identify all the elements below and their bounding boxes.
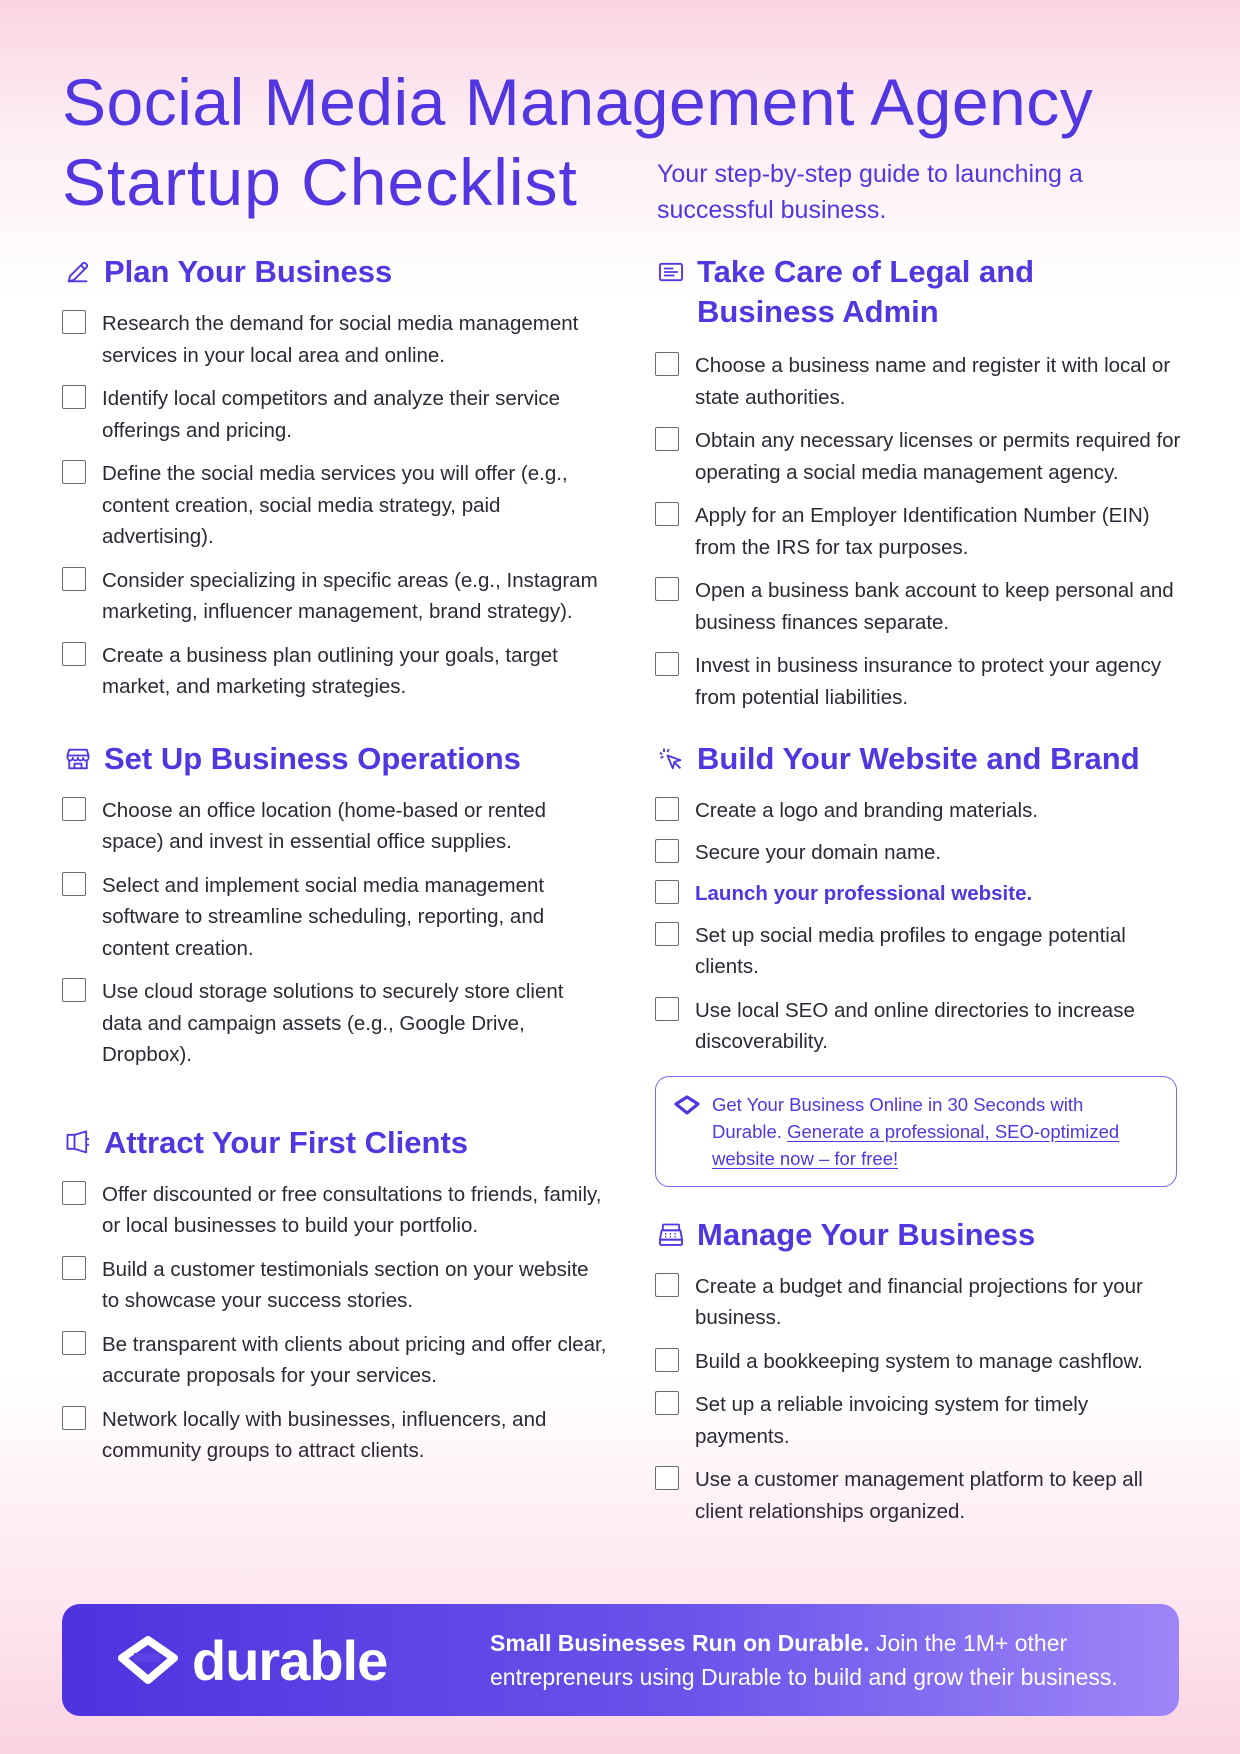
list-item bbox=[655, 350, 1185, 413]
item-text: Choose an office location (home-based or rented space) and invest in essential office supplies. bbox=[102, 798, 547, 853]
section-title: Plan Your Business bbox=[104, 254, 393, 289]
section-title: Set Up Business Operations bbox=[104, 740, 521, 776]
checkbox[interactable] bbox=[655, 502, 679, 526]
checkbox[interactable] bbox=[655, 427, 679, 451]
item-text: Research the demand for social media management services in your local area and online. bbox=[102, 312, 579, 367]
item-text: Invest in business insurance to protect your agency from potential liabilities. bbox=[695, 654, 1162, 709]
pencil-icon bbox=[62, 252, 94, 292]
checkbox[interactable] bbox=[62, 797, 86, 821]
checkbox[interactable] bbox=[62, 1181, 86, 1205]
megaphone-icon bbox=[62, 1123, 94, 1163]
list-item bbox=[62, 1404, 607, 1467]
list-item bbox=[655, 575, 1185, 638]
checkbox[interactable] bbox=[655, 797, 679, 821]
list-item bbox=[655, 995, 1185, 1058]
checkbox[interactable] bbox=[655, 922, 679, 946]
item-text: Set up a reliable invoicing system for timely payments. bbox=[695, 1393, 1089, 1448]
checkbox[interactable] bbox=[62, 872, 86, 896]
durable-logo[interactable] bbox=[116, 1628, 456, 1693]
promo-text: Get Your Business Online in 30 Seconds with Durable. bbox=[712, 1093, 1084, 1142]
list-item bbox=[655, 878, 1185, 910]
checklist bbox=[655, 795, 1185, 1058]
checkbox[interactable] bbox=[62, 1256, 86, 1280]
checkbox[interactable] bbox=[62, 1331, 86, 1355]
durable-logo-icon bbox=[674, 1091, 700, 1172]
left-column bbox=[62, 252, 607, 1477]
item-text: Select and implement social media management software to streamline scheduling, reporting, and content creation. bbox=[102, 873, 545, 960]
section-title: Take Care of Legal and Business Admin bbox=[697, 254, 1035, 329]
title-line-2: Startup Checklist bbox=[62, 145, 578, 219]
list-item bbox=[655, 650, 1185, 713]
item-text: Secure your domain name. bbox=[695, 840, 942, 864]
item-text: Offer discounted or free consultations to friends, family, or local businesses to build your portfolio. bbox=[102, 1182, 602, 1237]
item-text: Build a bookkeeping system to manage cashflow. bbox=[695, 1349, 1143, 1373]
item-text: Set up social media profiles to engage potential clients. bbox=[695, 923, 1126, 978]
list-item bbox=[655, 1389, 1185, 1452]
list-item bbox=[62, 1179, 607, 1242]
subtitle: Your step-by-step guide to launching a successful business. bbox=[657, 160, 1083, 224]
checkbox[interactable] bbox=[62, 1406, 86, 1430]
promo-box bbox=[655, 1076, 1177, 1187]
checkbox[interactable] bbox=[655, 1391, 679, 1415]
checklist bbox=[62, 795, 607, 1071]
section-operations bbox=[62, 739, 607, 1071]
section-clients bbox=[62, 1123, 607, 1467]
item-text: Use a customer management platform to keep all client relationships organized. bbox=[695, 1468, 1143, 1523]
list-item bbox=[655, 795, 1185, 827]
list-item bbox=[655, 425, 1185, 488]
list-item bbox=[655, 1464, 1185, 1527]
item-text: Identify local competitors and analyze their service offerings and pricing. bbox=[102, 387, 561, 442]
section-manage bbox=[655, 1215, 1185, 1528]
cursor-click-icon bbox=[655, 739, 687, 779]
section-legal bbox=[655, 252, 1185, 713]
checkbox[interactable] bbox=[655, 997, 679, 1021]
footer-banner bbox=[62, 1604, 1179, 1716]
checklist bbox=[62, 1179, 607, 1467]
list-item bbox=[62, 458, 607, 553]
section-website bbox=[655, 739, 1185, 1187]
item-text: Build a customer testimonials section on your website to showcase your success stories. bbox=[102, 1257, 589, 1312]
item-text: Use cloud storage solutions to securely store client data and campaign assets (e.g., Google Drive, Dropbox). bbox=[102, 980, 564, 1066]
checkbox[interactable] bbox=[655, 352, 679, 376]
list-item bbox=[62, 383, 607, 446]
item-text-link[interactable]: Launch your professional website. bbox=[695, 882, 1033, 905]
footer-body: Join the 1M+ other entrepreneurs using Durable to build and grow their business. bbox=[490, 1630, 1118, 1690]
item-text: Use local SEO and online directories to increase discoverability. bbox=[695, 998, 1135, 1053]
list-item bbox=[62, 565, 607, 628]
list-item bbox=[62, 870, 607, 965]
checkbox[interactable] bbox=[655, 577, 679, 601]
item-text: Create a logo and branding materials. bbox=[695, 799, 1039, 822]
list-item bbox=[62, 1254, 607, 1317]
list-item bbox=[655, 837, 1185, 869]
list-item bbox=[655, 500, 1185, 563]
checkbox[interactable] bbox=[62, 460, 86, 484]
list-item bbox=[62, 1329, 607, 1392]
checkbox[interactable] bbox=[62, 642, 86, 666]
list-item bbox=[655, 1271, 1185, 1334]
checkbox[interactable] bbox=[62, 567, 86, 591]
item-text: Apply for an Employer Identification Number (EIN) from the IRS for tax purposes. bbox=[695, 504, 1150, 559]
item-text: Network locally with businesses, influencers, and community groups to attract clients. bbox=[102, 1407, 547, 1462]
document-icon bbox=[655, 252, 687, 292]
item-text: Create a business plan outlining your goals, target market, and marketing strategies. bbox=[102, 643, 558, 698]
section-title: Build Your Website and Brand bbox=[697, 741, 1140, 776]
item-text: Define the social media services you will offer (e.g., content creation, social media strategy, paid advertising). bbox=[102, 462, 568, 548]
logo-wordmark: durable bbox=[192, 1628, 388, 1692]
checkbox[interactable] bbox=[655, 652, 679, 676]
storefront-icon bbox=[62, 739, 94, 779]
right-column bbox=[655, 252, 1185, 1537]
checkbox[interactable] bbox=[655, 880, 679, 904]
list-item bbox=[62, 795, 607, 858]
checkbox[interactable] bbox=[655, 1348, 679, 1372]
checkbox[interactable] bbox=[62, 310, 86, 334]
footer-bold: Small Businesses Run on Durable. bbox=[490, 1630, 870, 1656]
list-item bbox=[655, 920, 1185, 983]
item-text: Consider specializing in specific areas (e.g., Instagram marketing, influencer management, brand strategy). bbox=[102, 568, 598, 623]
footer-text bbox=[490, 1626, 1170, 1694]
checklist bbox=[655, 1271, 1185, 1528]
item-text: Create a budget and financial projections for your business. bbox=[695, 1274, 1143, 1329]
checkbox[interactable] bbox=[655, 1273, 679, 1297]
list-item bbox=[62, 640, 607, 703]
durable-logo-icon bbox=[116, 1636, 180, 1684]
section-title: Attract Your First Clients bbox=[104, 1124, 469, 1160]
item-text: Obtain any necessary licenses or permits required for operating a social media management agency. bbox=[695, 429, 1181, 484]
list-item bbox=[62, 308, 607, 371]
checklist bbox=[62, 308, 607, 703]
list-item bbox=[62, 976, 607, 1071]
list-item bbox=[655, 1346, 1185, 1378]
checkbox[interactable] bbox=[62, 385, 86, 409]
item-text: Open a business bank account to keep personal and business finances separate. bbox=[695, 579, 1174, 634]
section-title: Manage Your Business bbox=[697, 1216, 1036, 1252]
promo-link[interactable]: Generate a professional, SEO-optimized website now – for free! bbox=[712, 1120, 1120, 1169]
checkbox[interactable] bbox=[655, 1466, 679, 1490]
checklist bbox=[655, 350, 1185, 713]
checkbox[interactable] bbox=[62, 978, 86, 1002]
item-text: Be transparent with clients about pricing and offer clear, accurate proposals for your services. bbox=[102, 1332, 607, 1387]
title-line-1: Social Media Management Agency bbox=[62, 65, 1094, 139]
cash-register-icon bbox=[655, 1215, 687, 1255]
section-plan bbox=[62, 252, 607, 703]
item-text: Choose a business name and register it with local or state authorities. bbox=[695, 354, 1171, 409]
checkbox[interactable] bbox=[655, 839, 679, 863]
